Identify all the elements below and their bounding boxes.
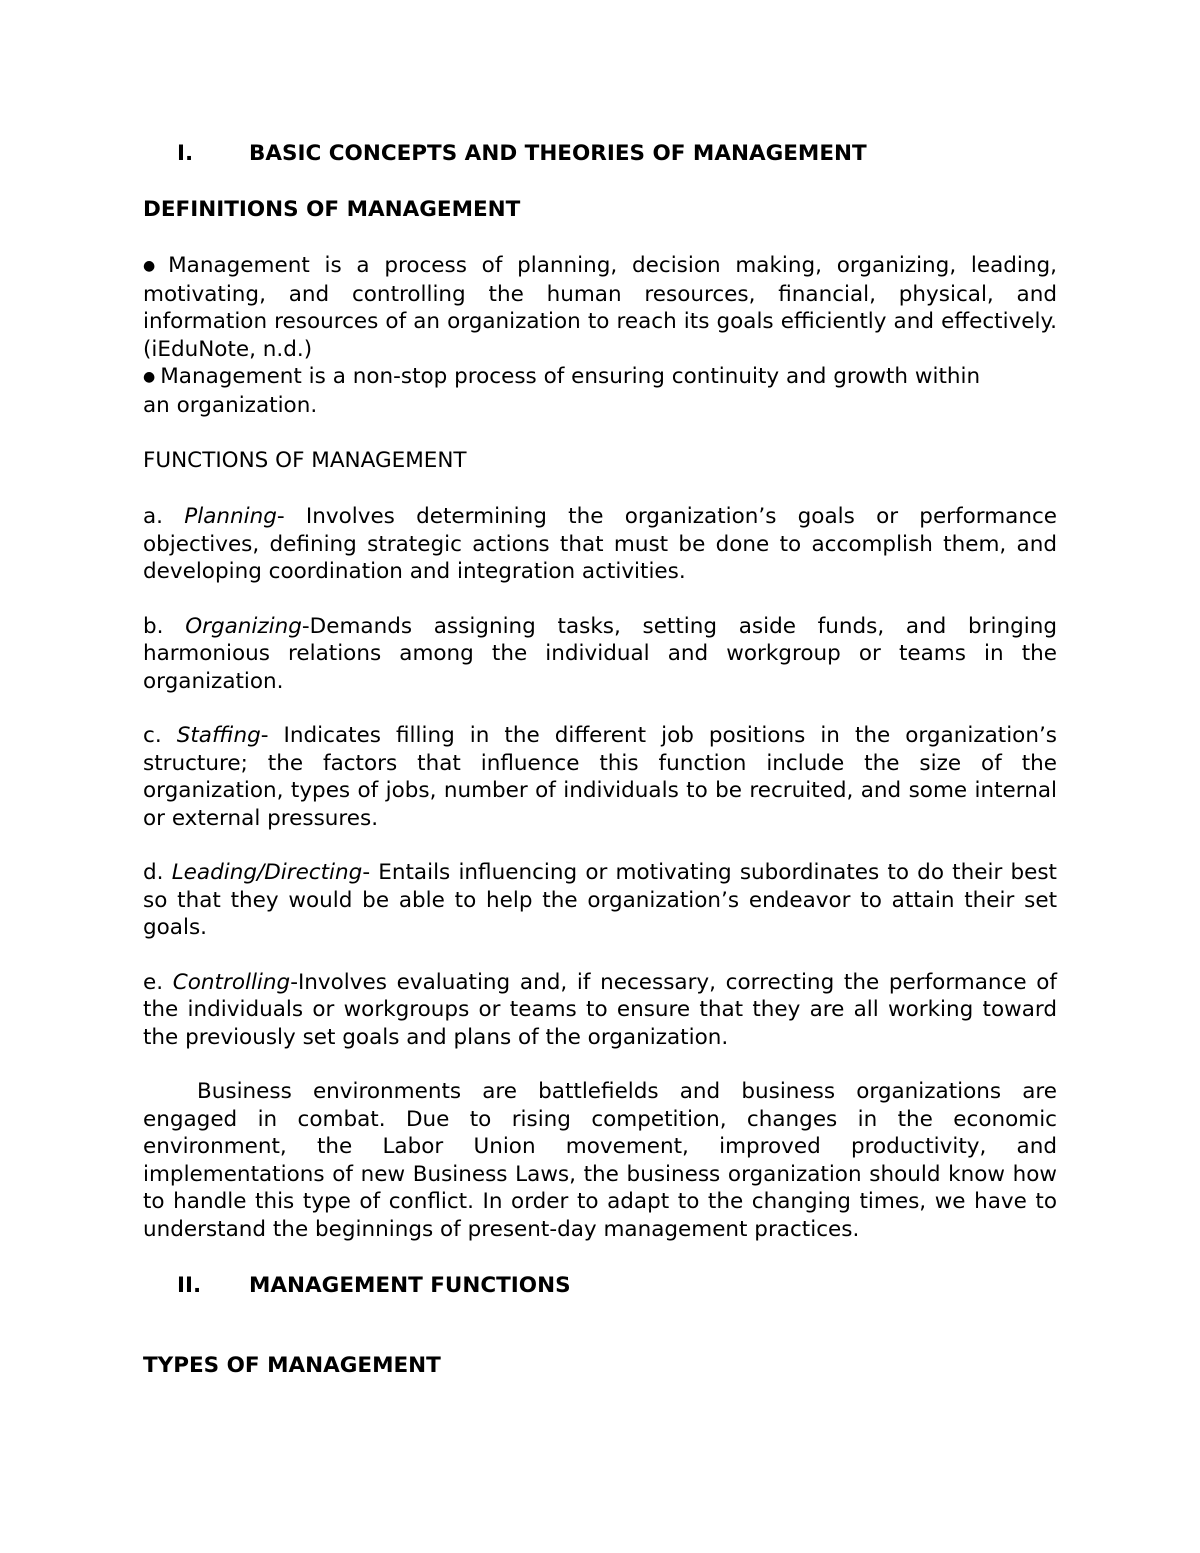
definition-bullet-1 — [143, 252, 1057, 363]
item-letter: d. — [143, 860, 172, 885]
heading-title: MANAGEMENT FUNCTIONS — [249, 1273, 571, 1298]
bullet-icon: ● — [143, 258, 164, 274]
functions-title: FUNCTIONS OF MANAGEMENT — [143, 448, 467, 473]
item-term: Leading/Directing — [171, 860, 363, 885]
item-term: Organizing — [185, 613, 302, 639]
heading-number: II. — [177, 1273, 202, 1298]
item-text: Involves evaluating and, if necessary, correcting the performance of the individuals or workgroups or teams to ensure that they are all working toward the previously set goals and plans of the organization. — [143, 969, 1057, 1050]
item-separator: - — [290, 969, 298, 995]
item-separator: - — [260, 723, 284, 748]
item-text: Involves determining the organization’s goals or performance objectives, defining strategic actions that must be done to accomplish them, and developing coordination and integration activities. — [143, 504, 1058, 584]
body-paragraph: Business environments are battlefields and business organizations are engaged in combat. Due to rising competition, changes in the economic environment, the Labor Union movement, improved productivity, and implementations of new Business Laws, the business organization should know how to handle this type of conflict. In order to adapt to the changing times, we have to understand the beginnings of present-day management practices. — [143, 1079, 1057, 1242]
item-text: Indicates filling in the different job positions in the organization’s structure; the factors that influence this function include the size of the organization, types of jobs, number of individuals to be recruited, and some internal or external pressures. — [143, 723, 1057, 831]
heading-title: BASIC CONCEPTS AND THEORIES OF MANAGEMENT — [249, 141, 867, 166]
item-letter: c. — [143, 723, 177, 748]
function-item-planning — [143, 503, 1057, 586]
item-letter: b. — [143, 613, 186, 639]
definitions-title: DEFINITIONS OF MANAGEMENT — [143, 197, 521, 222]
heading-number: I. — [177, 141, 194, 166]
function-item-controlling — [143, 969, 1057, 1052]
item-term: Planning — [184, 504, 277, 529]
definition-text-2: Management is a non-stop process of ensuring continuity and growth within an organization. — [143, 364, 981, 418]
definition-bullet-2 — [143, 363, 983, 419]
item-separator: - — [276, 504, 306, 529]
item-text: Demands assigning tasks, setting aside funds, and bringing harmonious relations among the individual and workgroup or teams in the organization. — [143, 613, 1057, 694]
item-letter: a. — [143, 504, 185, 529]
item-separator: - — [362, 860, 379, 885]
section-heading-1 — [143, 138, 1057, 170]
item-letter: e. — [143, 969, 173, 995]
item-term: Staffing — [176, 723, 261, 748]
item-separator: - — [301, 613, 310, 639]
function-item-leading — [143, 859, 1057, 942]
types-title: TYPES OF MANAGEMENT — [143, 1353, 441, 1378]
bullet-icon: ● — [143, 369, 156, 385]
item-term: Controlling — [172, 969, 291, 995]
definition-text-1: Management is a process of planning, decision making, organizing, leading, motivating, and controlling the human resources, financial, physical, and information resources of an organization to reach its goals efficiently and effectively. (iEduNote, n.d.) — [143, 253, 1057, 362]
item-text: Entails influencing or motivating subordinates to do their best so that they would be able to help the organization’s endeavor to attain their set goals. — [143, 860, 1057, 940]
function-item-staffing — [143, 722, 1057, 832]
function-item-organizing — [143, 613, 1057, 696]
section-heading-2 — [143, 1270, 1057, 1302]
document-page — [143, 138, 1057, 1382]
